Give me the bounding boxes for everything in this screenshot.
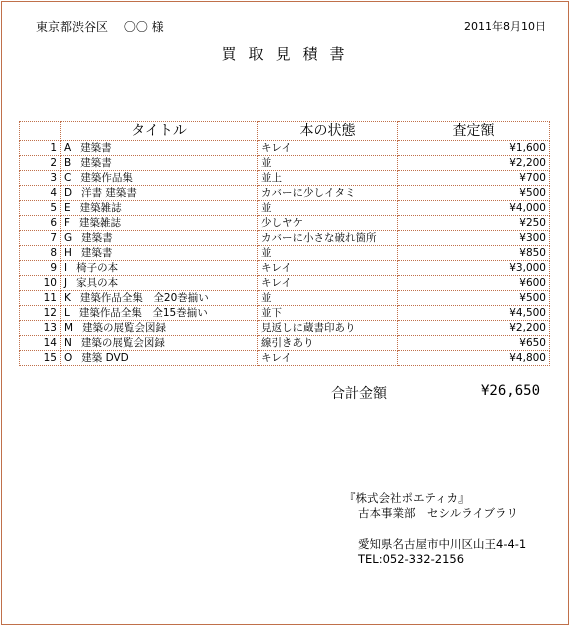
table-row (20, 201, 550, 216)
row-price: ¥600 (398, 276, 550, 291)
table-row (20, 276, 550, 291)
row-title-text: 椅子の本 (76, 262, 119, 274)
table-row (20, 291, 550, 306)
table-row (20, 171, 550, 186)
row-price: ¥1,600 (398, 141, 550, 156)
row-title-text: 建築作品集 (80, 172, 133, 184)
row-condition: キレイ (258, 141, 398, 156)
row-price: ¥650 (398, 336, 550, 351)
row-price: ¥3,000 (398, 261, 550, 276)
row-title (61, 291, 258, 306)
row-letter: I (64, 262, 68, 274)
row-title-text: 建築書 (80, 142, 112, 154)
row-number: 6 (20, 216, 61, 231)
row-letter: J (64, 277, 68, 289)
row-price: ¥4,000 (398, 201, 550, 216)
table-row (20, 156, 550, 171)
row-title-text: 洋書 建築書 (81, 187, 137, 199)
row-condition: 並下 (258, 306, 398, 321)
table-row (20, 321, 550, 336)
table-header-row (20, 122, 550, 141)
row-title-text: 建築 DVD (81, 352, 129, 364)
row-number: 9 (20, 261, 61, 276)
row-letter: B (64, 157, 72, 169)
row-condition: 並上 (258, 171, 398, 186)
row-number: 4 (20, 186, 61, 201)
row-number: 11 (20, 291, 61, 306)
row-title (61, 306, 258, 321)
row-condition: 並 (258, 246, 398, 261)
row-condition: カバーに少しイタミ (258, 186, 398, 201)
total-value: ¥26,650 (481, 383, 541, 399)
document-date: 2011年8月10日 (464, 20, 546, 33)
row-condition: キレイ (258, 351, 398, 366)
row-letter: O (64, 352, 73, 364)
row-price: ¥300 (398, 231, 550, 246)
table-row (20, 216, 550, 231)
row-title (61, 246, 258, 261)
row-condition: 並 (258, 291, 398, 306)
row-title (61, 231, 258, 246)
row-number: 2 (20, 156, 61, 171)
column-header-title: タイトル (61, 122, 258, 141)
row-title (61, 321, 258, 336)
row-title (61, 201, 258, 216)
row-number: 12 (20, 306, 61, 321)
row-condition: 並 (258, 201, 398, 216)
row-title-text: 建築の展覧会図録 (80, 337, 165, 349)
row-title-text: 建築雑誌 (79, 217, 122, 229)
quote-document (1, 1, 569, 625)
row-condition: キレイ (258, 261, 398, 276)
row-condition: カバーに小さな破れ箇所 (258, 231, 398, 246)
row-title (61, 171, 258, 186)
row-letter: M (64, 322, 74, 334)
row-letter: A (64, 142, 72, 154)
row-title (61, 276, 258, 291)
row-title-text: 建築作品全集 全20巻揃い (79, 292, 209, 304)
row-title (61, 156, 258, 171)
row-price: ¥500 (398, 291, 550, 306)
row-letter: E (64, 202, 71, 214)
row-number: 3 (20, 171, 61, 186)
column-header-no (20, 122, 61, 141)
row-price: ¥700 (398, 171, 550, 186)
table-row (20, 351, 550, 366)
row-title (61, 216, 258, 231)
company-name: 『株式会社ポエティカ』 (344, 491, 470, 505)
row-title (61, 336, 258, 351)
row-letter: D (64, 187, 73, 199)
row-number: 13 (20, 321, 61, 336)
row-number: 1 (20, 141, 61, 156)
row-letter: H (64, 247, 72, 259)
company-address: 愛知県名古屋市中川区山王4-4-1 (358, 537, 527, 551)
table-body (20, 141, 550, 366)
recipient: 東京都渋谷区 〇〇 様 (36, 20, 164, 34)
row-title (61, 186, 258, 201)
table-row (20, 141, 550, 156)
row-condition: 線引きあり (258, 336, 398, 351)
row-price: ¥2,200 (398, 321, 550, 336)
row-price: ¥250 (398, 216, 550, 231)
row-title-text: 建築書 (81, 232, 113, 244)
row-condition: 並 (258, 156, 398, 171)
row-number: 8 (20, 246, 61, 261)
total-label: 合計金額 (331, 386, 387, 402)
document-title: 買取見積書 (221, 45, 357, 63)
row-condition: 少しヤケ (258, 216, 398, 231)
row-title-text: 建築作品全集 全15巻揃い (78, 307, 208, 319)
row-letter: N (64, 337, 72, 349)
table-row (20, 186, 550, 201)
quote-table (19, 121, 550, 366)
row-title-text: 建築書 (80, 247, 113, 259)
row-title-text: 建築の展覧会図録 (82, 322, 167, 334)
row-letter: G (64, 232, 73, 244)
row-number: 7 (20, 231, 61, 246)
row-title-text: 家具の本 (76, 277, 119, 289)
row-condition: 見返しに蔵書印あり (258, 321, 398, 336)
row-price: ¥4,500 (398, 306, 550, 321)
row-price: ¥500 (398, 186, 550, 201)
table-row (20, 306, 550, 321)
row-title-text: 建築雑誌 (79, 202, 122, 214)
row-number: 5 (20, 201, 61, 216)
row-number: 14 (20, 336, 61, 351)
row-letter: C (64, 172, 72, 184)
row-title (61, 351, 258, 366)
column-header-condition: 本の状態 (258, 122, 398, 141)
company-department: 古本事業部 セシルライブラリ (358, 506, 519, 520)
row-condition: キレイ (258, 276, 398, 291)
row-number: 10 (20, 276, 61, 291)
row-letter: L (64, 307, 70, 319)
row-price: ¥4,800 (398, 351, 550, 366)
row-price: ¥850 (398, 246, 550, 261)
table-row (20, 261, 550, 276)
table-row (20, 336, 550, 351)
company-info (344, 491, 526, 567)
table-row (20, 246, 550, 261)
company-tel: TEL:052-332-2156 (358, 552, 465, 566)
row-title (61, 141, 258, 156)
row-title-text: 建築書 (80, 157, 112, 169)
row-price: ¥2,200 (398, 156, 550, 171)
table-row (20, 231, 550, 246)
row-letter: K (64, 292, 71, 304)
column-header-price: 査定額 (398, 122, 550, 141)
row-letter: F (64, 217, 71, 229)
row-title (61, 261, 258, 276)
row-number: 15 (20, 351, 61, 366)
